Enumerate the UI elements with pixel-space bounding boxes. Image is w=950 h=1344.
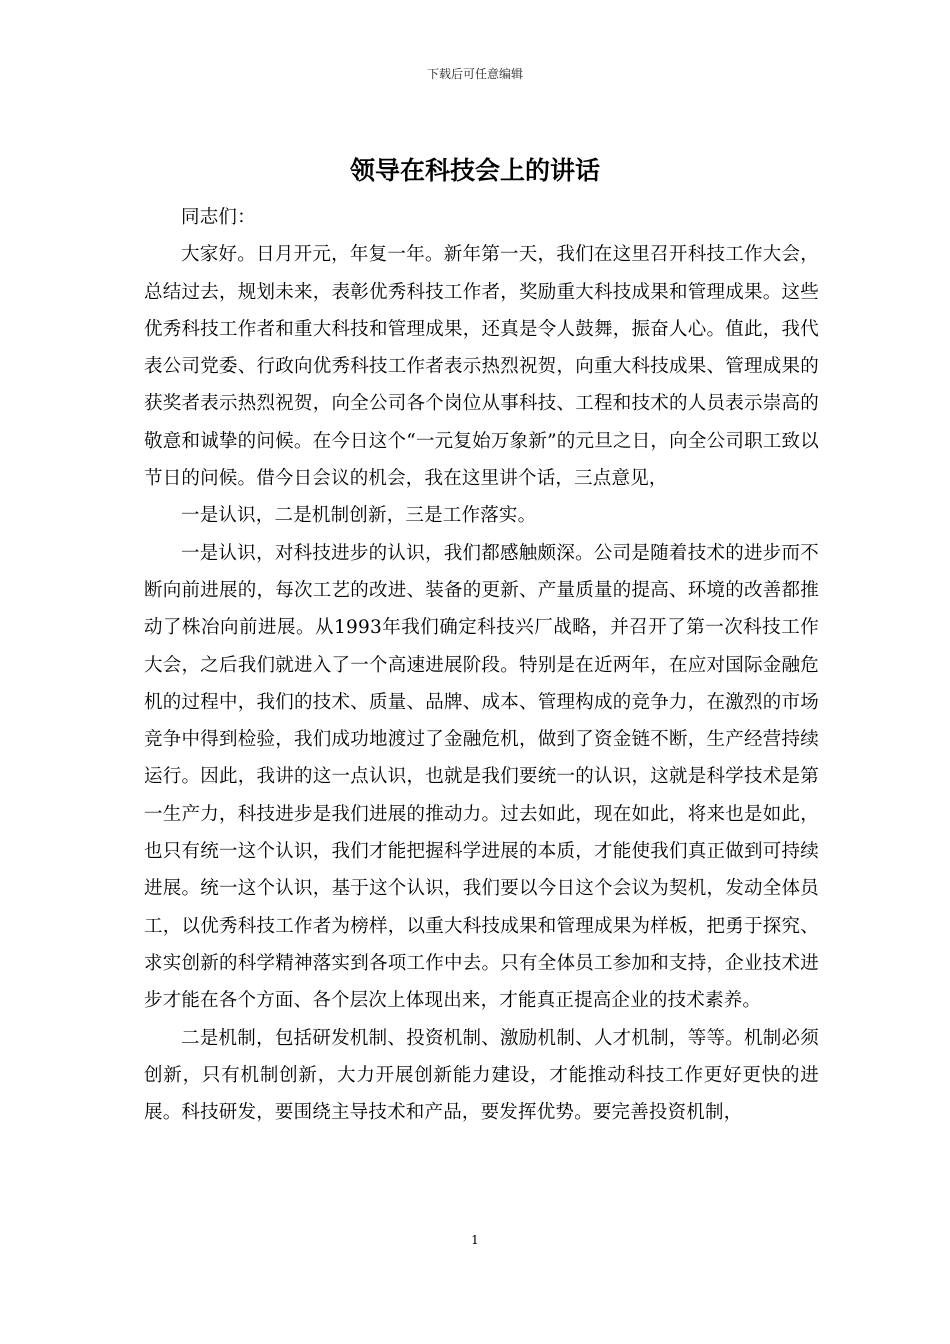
paragraph-outline: 一是认识，二是机制创新，三是工作落实。 — [181, 505, 537, 527]
paragraph-awareness: 一是认识，对科技进步的认识，我们都感触颇深。公司是随着技术的进步而不断向前进展的，每次工艺的改进、装备的更新、产量质量的提高、环境的改善都推动了株冶向前进展。从1993年我们确定科技兴厂战略，并召开了第一次科技工作大会，之后我们就进入了一个高速进展阶段。特别是在近两年，在应对国际金融危机的过程中，我们的技术、质量、品牌、成本、管理构成的竞争力，在激烈的市场竞争中得到检验，我们成功地渡过了金融危机，做到了资金链不断，生产经营持续运行。因此，我讲的这一点认识，也就是我们要统一的认识，这就是科学技术是第一生产力，科技进步是我们进展的推动力。过去如此，现在如此，将来也是如此，也只有统一这个认识，我们才能把握科学进展的本质，才能使我们真正做到可持续进展。统一这个认识，基于这个认识，我们要以今日这个会议为契机，发动全体员工，以优秀科技工作者为榜样，以重大科技成果和管理成果为样板，把勇于探究、求实创新的科学精神落实到各项工作中去。只有全体员工参加和支持，企业技术进步才能在各个方面、各个层次上体现出来，才能真正提高企业的技术素养。 — [144, 542, 819, 1012]
document-title: 领导在科技会上的讲话 — [349, 156, 600, 185]
salutation: 同志们： — [181, 207, 256, 228]
page-number: 1 — [471, 1233, 479, 1247]
header-note: 下载后可任意编辑 — [426, 67, 523, 81]
paragraph-greeting: 大家好。日月开元，年复一年。新年第一天，我们在这里召开科技工作大会，总结过去，规划未来，表彰优秀科技工作者，奖励重大科技成果和管理成果。这些优秀科技工作者和重大科技和管理成果，还真是令人鼓舞，振奋人心。值此，我代表公司党委、行政向优秀科技工作者表示热烈祝贺，向重大科技成果、管理成果的获奖者表示热烈祝贺，向全公司各个岗位从事科技、工程和技术的人员表示崇高的敬意和诚挚的问候。在今日这个“一元复始万象新”的元旦之日，向全公司职工致以节日的问候。借今日会议的机会，我在这里讲个话，三点意见， — [144, 244, 819, 490]
document-body — [144, 199, 819, 1131]
paragraph-mechanism: 二是机制，包括研发机制、投资机制、激励机制、人才机制，等等。机制必须创新，只有机制创新，大力开展创新能力建设，才能推动科技工作更好更快的进展。科技研发，要围绕主导技术和产品，要发挥优势。要完善投资机制， — [144, 1027, 819, 1124]
